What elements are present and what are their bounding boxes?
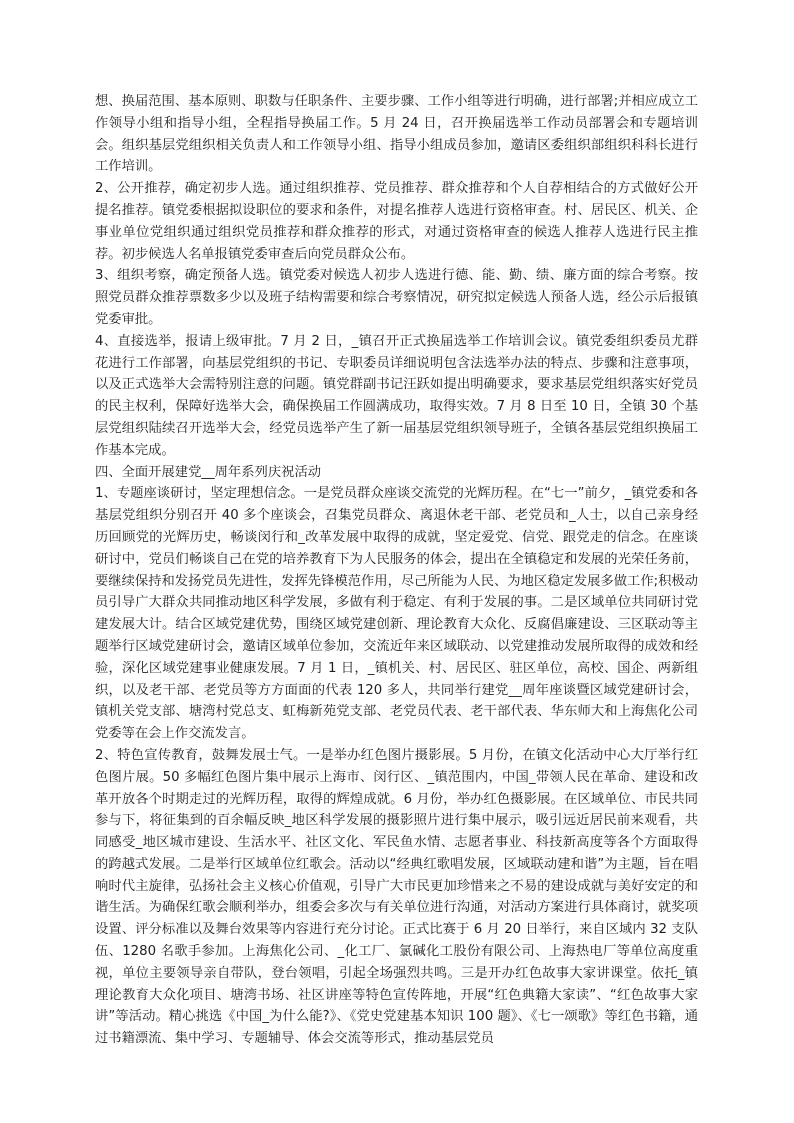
paragraph-publicity-education: 2、特色宣传教育，鼓舞发展士气。一是举办红色图片摄影展。5 月份，在镇文化活动中心大厅举行红色图片展。50 多幅红色图片集中展示上海市、闵行区、_镇范围内，中国_带领人民在革命、建设和改革开放各个时期走过的光辉历程，取得的辉煌成就。6 月份，举办红色摄影展。在区域单位、市民共同参与下，将征集到的百余幅反映_地区科学发展的摄影照片进行集中展示，吸引远近居民前来观看，共同感受_地区城市建设、生活水平、社区文化、军民鱼水情、志愿者事业、科技新高度等各个方面取得的跨越式发展。二是举行区域单位红歌会。活动以“经典红歌唱发展，区域联动建和谐”为主题，旨在唱响时代主旋律，弘扬社会主义核心价值观，引导广大市民更加珍惜来之不易的建设成就与美好安定的和谐生活。为确保红歌会顺利举办，组委会多次与有关单位进行沟通，对活动方案进行具体商讨，就奖项设置、评分标准以及舞台效果等内容进行充分讨论。正式比赛于 6 月 20 日举行，来自区域内 32 支队伍、1280 名歌手参加。上海焦化公司、_化工厂、氯碱化工股份有限公司、上海热电厂等单位高度重视，单位主要领导亲自带队，登台领唱，引起全场强烈共鸣。三是开办红色故事大家讲课堂。依托_镇理论教育大众化项目、塘湾书场、社区讲座等特色宣传阵地，开展“红色典籍大家读”、“红色故事大家讲”等活动。精心挑选《中国_为什么能?》、《党史党建基本知识 100 题》、《七一颂歌》等红色书籍，通过书籍漂流、集中学习、专题辅导、体会交流等形式，推动基层党员 xyxy=(95,747,698,1047)
paragraph-election-plan-continued: 想、换届范围、基本原则、职数与任职条件、主要步骤、工作小组等进行明确，进行部署;并相应成立工作领导小组和指导小组，全程指导换届工作。5 月 24 日，召开换届选举工作动员部署会和专题培训会。组织基层党组织相关负责人和工作领导小组、指导小组成员参加，邀请区委组织部组织科科长进行工作培训。 xyxy=(95,94,698,175)
paragraph-public-recommendation: 2、公开推荐，确定初步人选。通过组织推荐、党员推荐、群众推荐和个人自荐相结合的方式做好公开提名推荐。镇党委根据拟设职位的要求和条件，对提名推荐人选进行资格审查。村、居民区、机关、企事业单位党组织通过组织党员推荐和群众推荐的形式，对通过资格审查的候选人推荐人选进行民主推荐。初步候选人名单报镇党委审查后向党员群众公布。 xyxy=(95,181,698,262)
paragraph-direct-election: 4、直接选举，报请上级审批。7 月 2 日，_镇召开正式换届选举工作培训会议。镇党委组织委员尤群花进行工作部署，向基层党组织的书记、专职委员详细说明包含法选举办法的特点、步骤和注意事项，以及正式选举大会需特别注意的问题。镇党群副书记汪跃如提出明确要求，要求基层党组织落实好党员的民主权利，保障好选举大会，确保换届工作圆满成功，取得实效。7 月 8 日至 10 日，全镇 30 个基层党组织陆续召开选举大会，经党员选举产生了新一届基层党组织领导班子，全镇各基层党组织换届工作基本完成。 xyxy=(95,333,698,458)
paragraph-organization-inspection: 3、组织考察，确定预备人选。镇党委对候选人初步人选进行德、能、勤、绩、廉方面的综合考察。按照党员群众推荐票数多少以及班子结构需要和综合考察情况，研究拟定候选人预备人选，经公示后报镇党委审批。 xyxy=(95,268,698,327)
section-heading-anniversary-activities: 四、全面开展建党__周年系列庆祝活动 xyxy=(95,464,322,480)
paragraph-seminars: 1、专题座谈研讨，坚定理想信念。一是党员群众座谈交流党的光辉历程。在“七一”前夕，_镇党委和各基层党组织分别召开 40 多个座谈会，召集党员群众、离退休老干部、老党员和_人士，以自己亲身经历回顾党的光辉历史，畅谈闵行和_改革发展中取得的成就，坚定爱党、信党、跟党走的信念。在座谈研讨中，党员们畅谈自己在党的培养教育下为人民服务的体会，提出在全镇稳定和发展的光荣任务前，要继续保持和发扬党员先进性，发挥先锋模范作用，尽己所能为人民、为地区稳定发展多做工作;积极动员引导广大群众共同推动地区科学发展，多做有利于稳定、有利于发展的事。二是区域单位共同研讨党建发展大计。结合区域党建优势，围绕区域党建创新、理论教育大众化、反腐倡廉建设、三区联动等主题举行区域党建研讨会，邀请区域单位参加，交流近年来区域联动、以党建推动发展所取得的成效和经验，深化区域党建事业健康发展。7 月 1 日，_镇机关、村、居民区、驻区单位，高校、国企、两新组织，以及老干部、老党员等方方面面的代表 120 多人，共同举行建党__周年座谈暨区域党建研讨会，镇机关党支部、塘湾村党总支、虹梅新苑党支部、老党员代表、老干部代表、华东师大和上海焦化公司党委等在会上作交流发言。 xyxy=(95,486,698,742)
document-page xyxy=(95,91,698,1050)
